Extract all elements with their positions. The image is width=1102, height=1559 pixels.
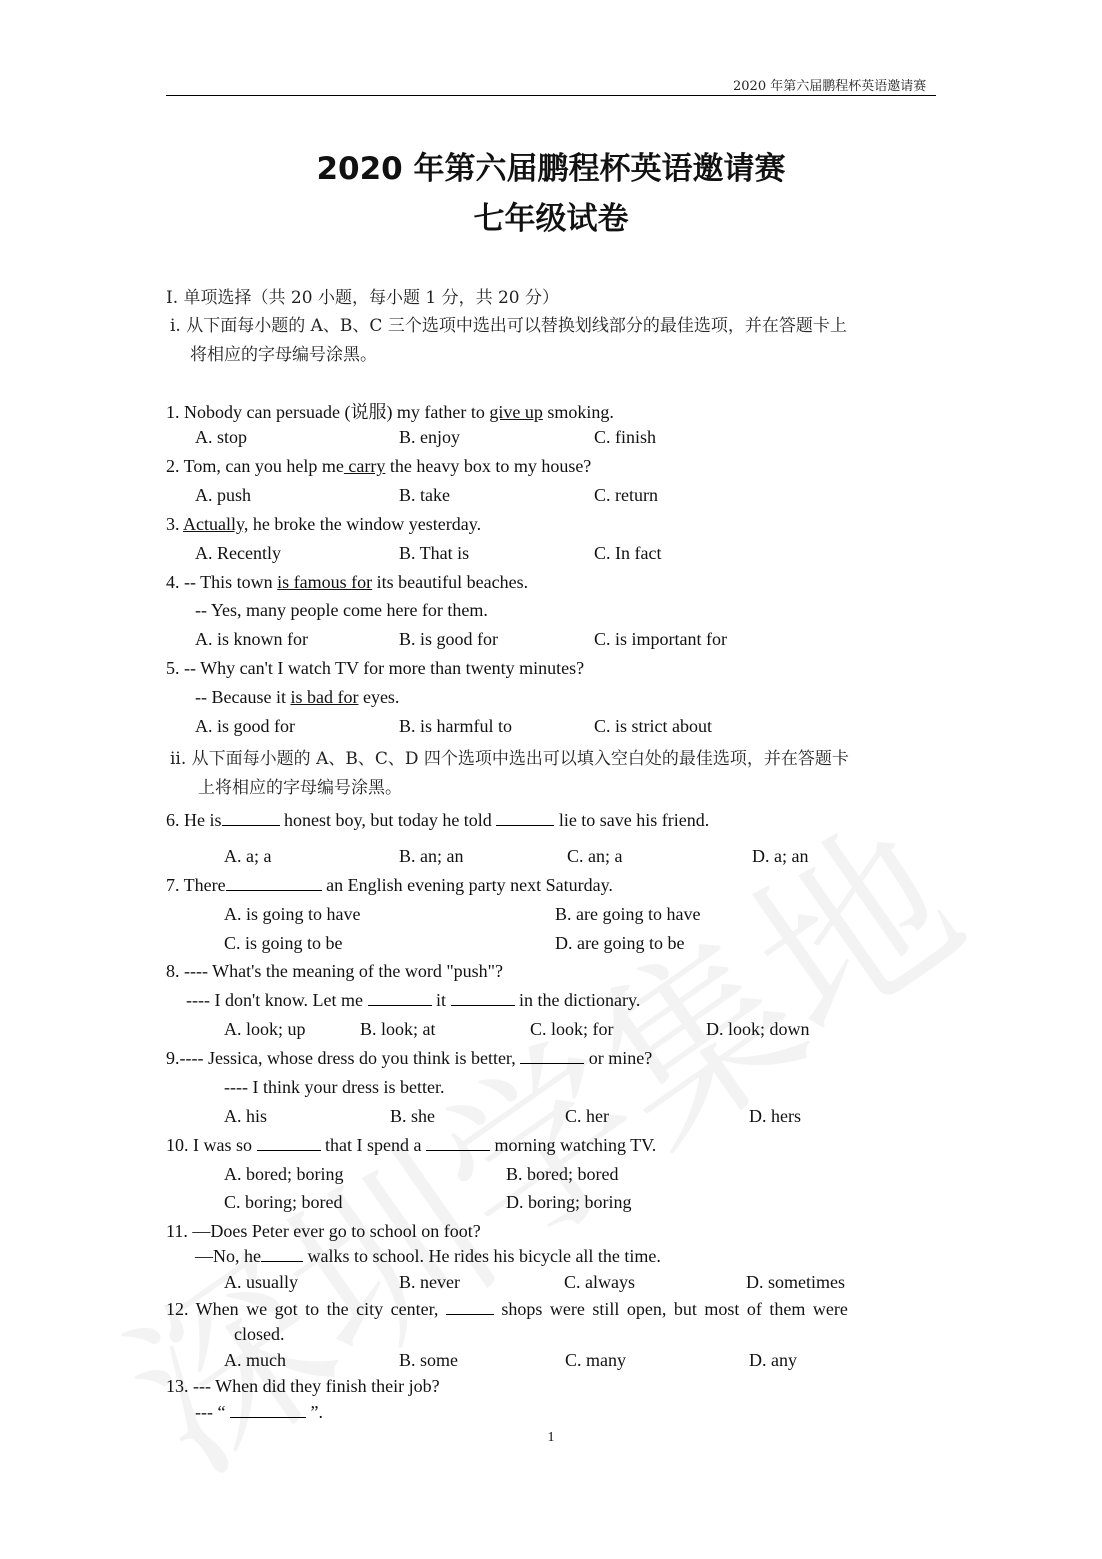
- q4-option-c[interactable]: C. is important for: [594, 629, 727, 649]
- answer-blank[interactable]: [257, 1136, 321, 1151]
- answer-blank[interactable]: [368, 991, 432, 1006]
- q7-option-c[interactable]: C. is going to be: [224, 933, 343, 953]
- q9-option-d[interactable]: D. hers: [749, 1106, 801, 1126]
- q8-option-b[interactable]: B. look; at: [360, 1019, 436, 1039]
- q2-option-a[interactable]: A. push: [195, 485, 252, 505]
- part-ii-instruction-line1: ii. 从下面每小题的 A、B、C、D 四个选项中选出可以填入空白处的最佳选项，并在答题卡: [170, 749, 849, 769]
- answer-blank[interactable]: [451, 991, 515, 1006]
- q10-option-c[interactable]: C. boring; bored: [224, 1192, 343, 1212]
- part-i-instruction-line1: i. 从下面每小题的 A、B、C 三个选项中选出可以替换划线部分的最佳选项，并在答题卡上: [170, 316, 847, 336]
- q9-option-a[interactable]: A. his: [224, 1106, 268, 1126]
- q5-option-a[interactable]: A. is good for: [195, 716, 295, 736]
- q12-option-b[interactable]: B. some: [399, 1350, 459, 1370]
- q5-option-c[interactable]: C. is strict about: [594, 716, 712, 736]
- answer-blank[interactable]: [520, 1049, 584, 1064]
- q1-option-a[interactable]: A. stop: [195, 427, 248, 447]
- question-3: 3. Actually, he broke the window yesterday.: [166, 514, 482, 534]
- question-5-reply: -- Because it is bad for eyes.: [195, 687, 400, 707]
- answer-blank[interactable]: [426, 1136, 490, 1151]
- question-6: 6. He is honest boy, but today he told lie to save his friend.: [166, 810, 710, 830]
- q3-option-c[interactable]: C. In fact: [594, 543, 662, 563]
- question-4-reply: -- Yes, many people come here for them.: [195, 600, 488, 620]
- page-number: 1: [547, 1430, 555, 1445]
- q11-option-c[interactable]: C. always: [564, 1272, 635, 1292]
- q4-option-a[interactable]: A. is known for: [195, 629, 308, 649]
- question-7: 7. There an English evening party next Saturday.: [166, 875, 613, 895]
- q6-option-c[interactable]: C. an; a: [567, 846, 623, 866]
- answer-blank[interactable]: [222, 811, 280, 826]
- question-13: 13. --- When did they finish their job?: [166, 1376, 440, 1396]
- q8-option-d[interactable]: D. look; down: [706, 1019, 810, 1039]
- q6-option-d[interactable]: D. a; an: [752, 846, 809, 866]
- q12-option-a[interactable]: A. much: [224, 1350, 286, 1370]
- q2-option-b[interactable]: B. take: [399, 485, 450, 505]
- q11-option-b[interactable]: B. never: [399, 1272, 460, 1292]
- question-12-continued: closed.: [234, 1324, 285, 1344]
- answer-blank[interactable]: [261, 1247, 303, 1262]
- question-4: 4. -- This town is famous for its beautiful beaches.: [166, 572, 529, 592]
- q4-option-b[interactable]: B. is good for: [399, 629, 498, 649]
- section-heading: I. 单项选择（共 20 小题，每小题 1 分，共 20 分）: [166, 288, 560, 308]
- q2-option-c[interactable]: C. return: [594, 485, 658, 505]
- question-1: 1. Nobody can persuade (说服) my father to give up smoking.: [166, 402, 614, 422]
- question-12: 12. When we got to the city center, shops were still open, but most of them were: [166, 1299, 848, 1319]
- question-2: 2. Tom, can you help me carry the heavy box to my house?: [166, 456, 592, 476]
- part-ii-instruction-line2: 上将相应的字母编号涂黑。: [198, 778, 402, 798]
- question-11: 11. —Does Peter ever go to school on foot?: [166, 1221, 481, 1241]
- q7-option-a[interactable]: A. is going to have: [224, 904, 361, 924]
- q7-option-b[interactable]: B. are going to have: [555, 904, 701, 924]
- q6-option-b[interactable]: B. an; an: [399, 846, 464, 866]
- question-9-reply: ---- I think your dress is better.: [224, 1077, 445, 1097]
- question-9: 9.---- Jessica, whose dress do you think is better, or mine?: [166, 1048, 653, 1068]
- q12-option-c[interactable]: C. many: [565, 1350, 626, 1370]
- q12-option-d[interactable]: D. any: [749, 1350, 797, 1370]
- q9-option-c[interactable]: C. her: [565, 1106, 609, 1126]
- q5-option-b[interactable]: B. is harmful to: [399, 716, 512, 736]
- q7-option-d[interactable]: D. are going to be: [555, 933, 685, 953]
- answer-blank[interactable]: [226, 876, 322, 891]
- q10-option-d[interactable]: D. boring; boring: [506, 1192, 632, 1212]
- q8-option-a[interactable]: A. look; up: [224, 1019, 306, 1039]
- q8-option-c[interactable]: C. look; for: [530, 1019, 614, 1039]
- q10-option-a[interactable]: A. bored; boring: [224, 1164, 344, 1184]
- question-5: 5. -- Why can't I watch TV for more than twenty minutes?: [166, 658, 585, 678]
- q11-option-d[interactable]: D. sometimes: [746, 1272, 845, 1292]
- q9-option-b[interactable]: B. she: [390, 1106, 435, 1126]
- answer-blank[interactable]: [496, 811, 554, 826]
- q3-option-b[interactable]: B. That is: [399, 543, 470, 563]
- running-header: 2020 年第六届鹏程杯英语邀请赛: [733, 79, 927, 94]
- q11-option-a[interactable]: A. usually: [224, 1272, 298, 1292]
- header-rule: [166, 95, 936, 96]
- exam-subtitle: 七年级试卷: [473, 201, 629, 237]
- question-8-reply: ---- I don't know. Let me it in the dictionary.: [186, 990, 641, 1010]
- q6-option-a[interactable]: A. a; a: [224, 846, 272, 866]
- exam-title: 2020 年第六届鹏程杯英语邀请赛: [316, 151, 786, 187]
- q1-option-c[interactable]: C. finish: [594, 427, 657, 447]
- q1-option-b[interactable]: B. enjoy: [399, 427, 460, 447]
- question-13-reply: --- “ ”.: [195, 1402, 323, 1422]
- question-11-reply: —No, he walks to school. He rides his bicycle all the time.: [195, 1246, 661, 1266]
- answer-blank[interactable]: [446, 1300, 494, 1315]
- question-10: 10. I was so that I spend a morning watching TV.: [166, 1135, 657, 1155]
- question-8: 8. ---- What's the meaning of the word "push"?: [166, 961, 504, 981]
- answer-blank[interactable]: [230, 1403, 306, 1418]
- q3-option-a[interactable]: A. Recently: [195, 543, 281, 563]
- part-i-instruction-line2: 将相应的字母编号涂黑。: [190, 345, 377, 365]
- q10-option-b[interactable]: B. bored; bored: [506, 1164, 619, 1184]
